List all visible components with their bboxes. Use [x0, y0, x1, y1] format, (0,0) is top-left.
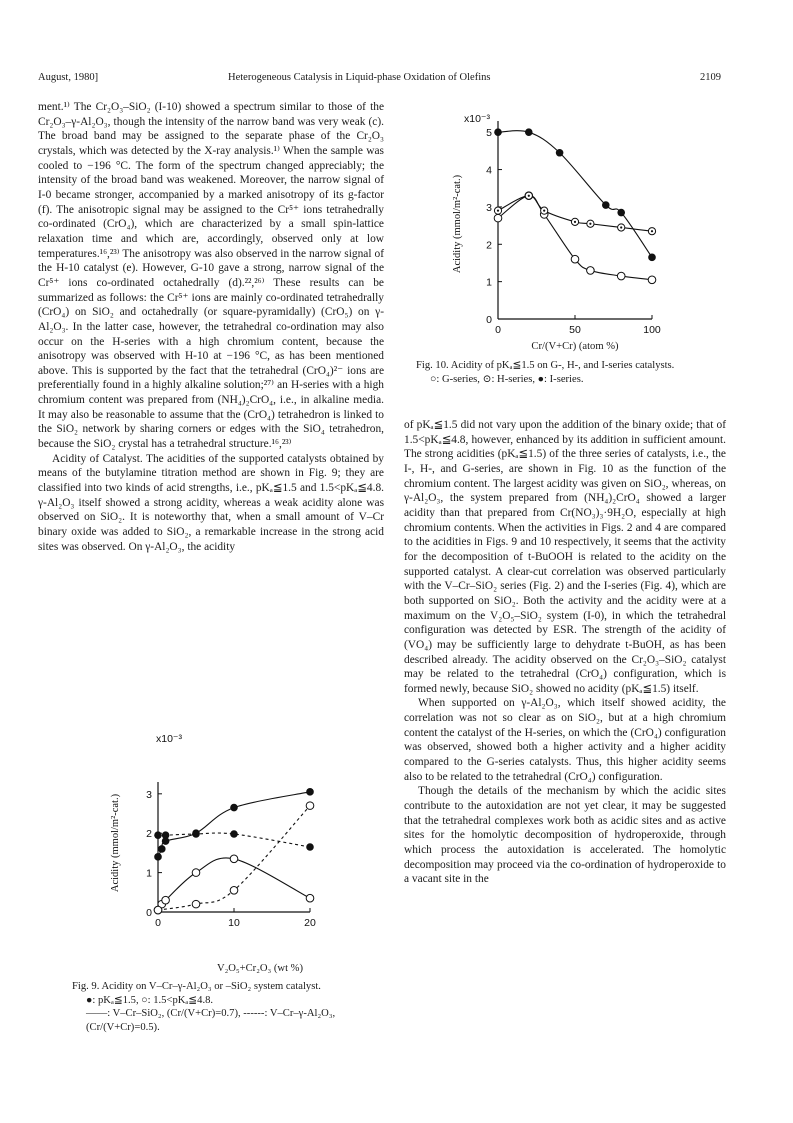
- fig10-x-tick-label: 0: [495, 324, 501, 336]
- fig10-x-tick-label: 100: [643, 324, 661, 336]
- fig9-data-point: [306, 894, 314, 902]
- fig9-data-point: [230, 887, 238, 895]
- fig9-data-point: [192, 869, 200, 877]
- fig9-data-point: [192, 900, 200, 908]
- fig9-xlabel: V₂O₅+Cr₂O₃ (wt %): [216, 963, 304, 974]
- fig10-data-point: [648, 254, 656, 262]
- fig9-data-point: [192, 830, 200, 838]
- fig10-y-tick-label: 2: [486, 239, 492, 252]
- fig9-series-1-line: [158, 792, 310, 857]
- fig10-y-tick-label: 0: [486, 314, 492, 326]
- fig9-series-2-line: [158, 858, 310, 910]
- fig10-data-point: [648, 276, 656, 284]
- fig10-data-point-center: [589, 223, 591, 225]
- fig9-caption: [72, 980, 390, 1034]
- fig10-caption: [416, 359, 722, 386]
- fig10-data-point-center: [528, 195, 530, 197]
- paragraph: When supported on γ-Al₂O₃, which itself showed acidity, the correlation was not so clear as on SiO₂, but at a high chromium content the catalyst of the H-series, on which the (CrO₄) configuration was observed, showed both a higher activity and a higher acidity compared to the G-series catalysts. Thus, this higher acidity seems also to be related to the tetrahedral (CrO₄) configuration.: [404, 697, 726, 783]
- fig9-caption-legend: ●: pKₐ≦1.5, ○: 1.5<pKₐ≦4.8.: [86, 994, 214, 1006]
- fig9-data-point: [230, 804, 238, 812]
- fig10-y-tick-label: 4: [486, 164, 492, 177]
- paragraph: Acidity of Catalyst. The acidities of the supported catalysts obtained by means of the butylamine titration method are shown in Fig. 9; they are classified into two kinds of acid strengths, i.e., pKₐ≦1.5 and 1.5<pKₐ≦4.8. γ-Al₂O₃ itself showed a strong acidity, whereas a weak acidity alone was observed on SiO₂. It is noteworthy that, when a small amount of V–Cr binary oxide was added to SiO₂, a remarkable increase in the strong acid sites was observed. On γ-Al₂O₃, the acidity: [38, 452, 384, 553]
- fig9-data-point: [306, 802, 314, 810]
- fig9-y-tick-label: 1: [146, 867, 152, 880]
- fig10-data-point: [617, 209, 625, 217]
- fig9-caption-title: Fig. 9. Acidity on V–Cr–γ-Al₂O₃ or –SiO₂ system catalyst.: [72, 981, 321, 992]
- paragraph: of pKₐ≦1.5 did not vary upon the addition of the binary oxide; that of 1.5<pKₐ≦4.8, however, enhanced by its addition in sufficient amount. The strong acidities (pKₐ≦1.5) of the three series of catalysts, i.e., the I-, H-, and G-series, are shown in Fig. 10 as the function of the chromium content. The largest acidity was given on SiO₂, whereas, on γ-Al₂O₃, the system prepared from (NH₄)₂CrO₄ showed a larger acidity than that prepared from Cr(NO₃)₃·9H₂O, especially at high chromium contents. When the activities in Figs. 2 and 4 are compared to the acidities in Figs. 9 and 10 respectively, it seems that the activity for the decomposition of t-BuOOH is related to the acidity on the supported catalyst. A clear-cut correlation was observed particularly with the V–Cr–SiO₂ series (Fig. 2) and the I-series (Fig. 4), which are both supported on SiO₂. Both the activity and the acidity were at a maximum on the V₂O₅–SiO₂ system (I-0), in which the tetrahedral configuration was detected by ESR. The strength of the acidity of (VO₄) may be sufficiently large to dehydrate t-BuOH, as has been described already. The acidity observed on the Cr₂O₃–SiO₂ catalyst may be related to the tetrahedral (CrO₄) configuration, which is formed newly, because SiO₂ showed no acidity (pKₐ≦1.5) itself.: [404, 419, 726, 695]
- fig9-data-point: [230, 855, 238, 863]
- header-left: August, 1980]: [38, 72, 99, 83]
- fig10-x-tick-label: 50: [569, 324, 581, 336]
- fig10-data-point: [571, 255, 579, 263]
- fig10-y-tick-label: 3: [486, 201, 492, 214]
- paragraph: ment.¹⁾ The Cr₂O₃–SiO₂ (I-10) showed a spectrum similar to those of the Cr₂O₃–γ-Al₂O₃, though the intensity of the narrow band was very weak (c). The broad band may be assigned to the separate phase of the Cr₂O₃ crystals, which was detected by the X-ray analysis.¹⁾ When the sample was cooled to −196 °C. The form of the spectrum changed appreciably; the intensity of the broad band was weakened. Moreover, the narrow signal of I-0 became stronger, accompanied by a marked anisotropy of its g-factor (f). The anisotropic signal may be assigned to the Cr⁵⁺ ions tetrahedrally co-ordinated (CrO₄), which are characterized by a small spin-lattice relaxation time and which are, accordingly, observed only at low temperatures.¹⁶,²³⁾ The anisotropy was also observed in the narrow signal of the H-10 catalyst (e). However, G-10 gave a strong, narrow signal of the Cr⁵⁺ ions co-ordinated octahedrally (d).²²,²⁶⁾ These results can be summarized as follows: the Cr⁵⁺ ions are mainly co-ordinated tetrahedrally (CrO₄) on SiO₂ and octahedrally (or square-pyramidally) (CrO₅) on γ-Al₂O₃. In the latter case, however, the tetrahedral co-ordination may also occur on the H-series with a high chromium content, because the anisotropy was observed with H-10 at −196 °C, as has been mentioned above. This is supported by the fact that the tetrahedral (CrO₄)²⁻ ions are preferentially found in a highly alkaline solution;²⁷⁾ an H-series with a high chromium content was prepared from (NH₄)₂CrO₄, i.e., in alkaline media. It may also be reasonable to assume that the (CrO₄) tetrahedron is linked to the SiO₂ network by sharing corners or edges with the SiO₄ tetrahedron, because the SiO₂ crystal has a tetrahedral structure.¹⁶,²³⁾: [38, 101, 384, 451]
- fig9-data-point: [158, 845, 166, 853]
- header-title: Heterogeneous Catalysis in Liquid-phase Oxidation of Olefins: [228, 72, 491, 83]
- fig10-data-point: [494, 128, 502, 136]
- fig10-multiplier: x10⁻³: [464, 113, 490, 125]
- fig9-data-point: [306, 843, 314, 851]
- fig9-y-tick-label: 2: [146, 828, 152, 841]
- fig9-y-tick-label: 3: [146, 788, 152, 801]
- fig10-data-point: [587, 267, 595, 275]
- fig10-data-point: [525, 128, 533, 136]
- fig10-xlabel: Cr/(V+Cr) (atom %): [531, 341, 619, 352]
- fig10-data-point-center: [651, 230, 653, 232]
- fig10-data-point-center: [574, 221, 576, 223]
- paragraph: Though the details of the mechanism by which the acidic sites contribute to the autoxidation are not yet clear, it may be suggested that the tetrahedral complexes work both as acidic sites and as active sites for the homolytic decomposition of hydroperoxide, through which process the autoxidation is accelerated. The homolytic decomposition may proceed via the co-ordination of hydroperoxide to a vacant site in the: [404, 785, 726, 886]
- fig9-caption-lines: ——: V–Cr–SiO₂, (Cr/(V+Cr)=0.7), ------: V–Cr–γ-Al₂O₃, (Cr/(V+Cr)=0.5).: [86, 1008, 336, 1033]
- fig9-x-tick-label: 20: [304, 917, 316, 929]
- page-number: 2109: [700, 72, 721, 83]
- fig10-y-axis-label: Acidity (mmol/m²-cat.): [452, 174, 463, 274]
- fig9-multiplier: x10⁻³: [156, 733, 182, 745]
- fig9-data-point: [230, 830, 238, 838]
- fig10-y-tick-label: 1: [486, 276, 492, 289]
- right-column-text: [404, 418, 726, 887]
- fig9-data-point: [162, 896, 170, 904]
- fig9-y-tick-label: 0: [146, 907, 152, 919]
- fig9-chart: [90, 728, 430, 958]
- fig10-series-3-line: [498, 131, 652, 258]
- fig9-data-point: [154, 906, 162, 914]
- fig10-data-point: [617, 272, 625, 280]
- fig10-data-point-center: [620, 226, 622, 228]
- fig10-series-1-line: [498, 196, 652, 280]
- fig10-chart: [452, 100, 712, 340]
- fig9-x-tick-label: 10: [228, 917, 240, 929]
- fig9-data-point: [162, 831, 170, 839]
- fig9-data-point: [154, 831, 162, 839]
- fig10-data-point: [602, 201, 610, 209]
- fig10-caption-title: Fig. 10. Acidity of pKₐ≦1.5 on G-, H-, and I-series catalysts.: [416, 360, 675, 371]
- fig10-data-point-center: [497, 210, 499, 212]
- fig9-y-axis-label: Acidity (mmol/m²-cat.): [110, 793, 121, 893]
- fig9-x-tick-label: 0: [155, 917, 161, 929]
- fig10-data-point-center: [543, 210, 545, 212]
- fig10-caption-legend: ○: G-series, ⊙: H-series, ●: I-series.: [430, 373, 584, 385]
- fig10-y-tick-label: 5: [486, 127, 492, 140]
- fig9-data-point: [306, 788, 314, 796]
- fig10-data-point: [494, 214, 502, 222]
- fig9-data-point: [154, 853, 162, 861]
- fig10-data-point: [556, 149, 564, 157]
- left-column-text: [38, 100, 384, 554]
